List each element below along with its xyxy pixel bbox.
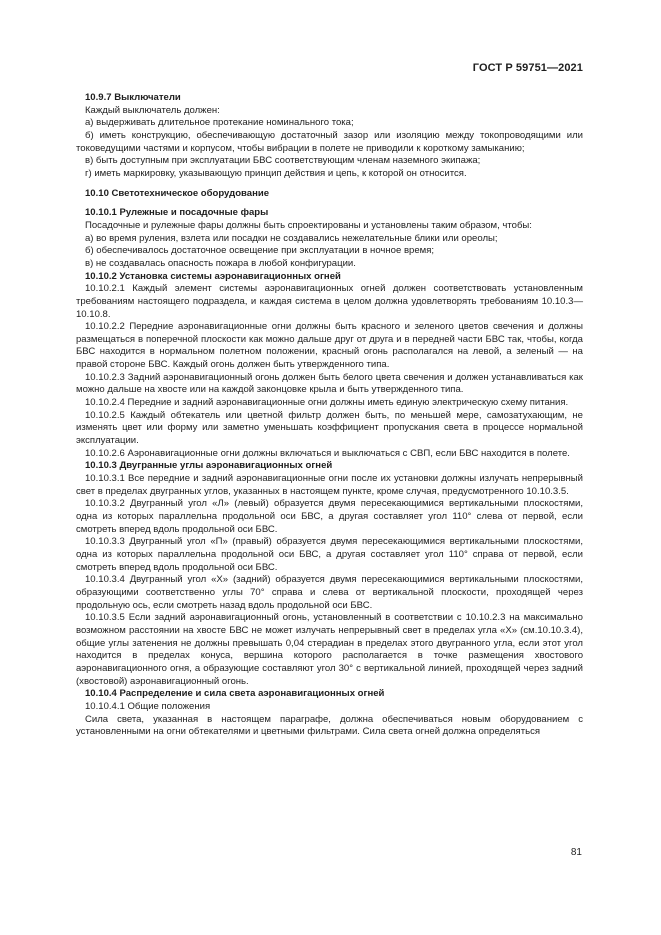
list-item: б) обеспечивалось достаточное освещение при эксплуатации в ночное время; xyxy=(85,245,435,257)
section-heading-10-10-3: 10.10.3 Двугранные углы аэронавигационных огней xyxy=(85,460,333,472)
list-item: а) выдерживать длительное протекание номинального тока; xyxy=(85,117,354,129)
section-heading-10-9-7: 10.9.7 Выключатели xyxy=(85,92,181,103)
list-item: б) иметь конструкцию, обеспечивающую достаточный зазор или изоляцию между токопроводящими или токоведущими частями и корпусом, чтобы вибрации в полете не приводили к короткому замыканию; xyxy=(76,129,583,154)
list-item: а) во время руления, взлета или посадки не создавались нежелательные блики или ореолы; xyxy=(85,232,498,244)
paragraph: Посадочные и рулежные фары должны быть спроектированы и установлены таким образом, чтобы: xyxy=(85,219,532,231)
paragraph: 10.10.3.3 Двугранный угол «П» (правый) образуется двумя пересекающимися вертикальными плоскостями, одна из которых параллельна продольной оси БВС, а другая составляет угол 110° справа от первой, если смотреть вперед вдоль продольной оси БВС. xyxy=(76,536,583,573)
document-body xyxy=(76,92,583,739)
paragraph: 10.10.3.1 Все передние и задний аэронавигационные огни после их установки должны излучать непрерывный свет в пределах двугранных углов, указанных в настоящем пункте, кроме случая, предусмотренного 10.10.3.5. xyxy=(76,473,583,497)
page-number: 81 xyxy=(570,847,582,858)
paragraph: 10.10.2.6 Аэронавигационные огни должны включаться и выключаться с СВП, если БВС находится в полете. xyxy=(85,447,570,459)
paragraph: 10.10.3.5 Если задний аэронавигационный огонь, установленный в соответствии с 10.10.2.3 на максимально возможном расстоянии на хвосте БВС не может излучать непрерывный свет в пределах угла «Х» (см.10.10.3.4), общие углы затенения не должны превышать 0,04 стерадиан в пределах этого двугранного угла, если этот угол находится в пределах конуса, вершина которого располагается в точке размещения хвостового аэронавигационного огня, а образующие составляют угол 30° с вертикальной линией, проходящей через задний (хвостовой) аэронавигационный огонь. xyxy=(76,612,583,687)
list-item: в) не создавалась опасность пожара в любой конфигурации. xyxy=(85,257,356,269)
paragraph: Сила света, указанная в настоящем параграфе, должна обеспечиваться новым оборудованием с установленными на огни обтекателями и цветными фильтрами. Сила света огней должна определяться xyxy=(76,713,583,738)
paragraph: 10.10.2.5 Каждый обтекатель или цветной фильтр должен быть, по меньшей мере, самозатухающим, не изменять цвет или форму или заметно уменьшать коэффициент пропускания света в процессе нормальной эксплуатации. xyxy=(76,409,583,447)
paragraph: 10.10.4.1 Общие положения xyxy=(85,700,211,712)
paragraph: 10.10.2.3 Задний аэронавигационный огонь должен быть белого цвета свечения и должен устанавливаться как можно дальше на хвосте или на каждой законцовке крыла и быть утвержденного типа. xyxy=(76,371,583,396)
paragraph: 10.10.2.1 Каждый элемент системы аэронавигационных огней должен соответствовать установленным требованиям настоящего подраздела, и каждая система в целом должна удовлетворять требованиям 10.10.3—10.10.8. xyxy=(76,283,583,320)
paragraph: 10.10.2.2 Передние аэронавигационные огни должны быть красного и зеленого цветов свечения и должны размещаться в поперечной плоскости как можно дальше друг от друга и в передней части БВС так, чтобы, когда БВС находится в нормальном полетном положении, красный огонь располагался на левой, а зеленый — на правой стороне БВС. Каждый огонь должен быть утвержденного типа. xyxy=(76,321,583,371)
section-heading-10-10-1: 10.10.1 Рулежные и посадочные фары xyxy=(85,207,269,219)
paragraph: 10.10.2.4 Передние и задний аэронавигационные огни должны иметь единую электрическую схему питания. xyxy=(85,397,569,409)
standard-header: ГОСТ Р 59751—2021 xyxy=(472,62,583,74)
section-heading-10-10-2: 10.10.2 Установка системы аэронавигационных огней xyxy=(85,270,341,282)
paragraph: Каждый выключатель должен: xyxy=(85,104,220,116)
section-heading-10-10: 10.10 Светотехническое оборудование xyxy=(85,187,270,199)
section-heading-10-10-4: 10.10.4 Распределение и сила света аэронавигационных огней xyxy=(85,688,385,700)
paragraph: 10.10.3.2 Двугранный угол «Л» (левый) образуется двумя пересекающимися вертикальными плоскостями, одна из которых параллельна продольной оси БВС, а другая составляет угол 110° слева от первой, если смотреть вперед вдоль продольной оси БВС. xyxy=(76,498,583,535)
list-item: в) быть доступным при эксплуатации БВС соответствующим членам наземного экипажа; xyxy=(85,155,481,167)
list-item: г) иметь маркировку, указывающую принцип действия и цепь, к которой он относится. xyxy=(85,167,467,179)
paragraph: 10.10.3.4 Двугранный угол «Х» (задний) образуется двумя пересекающимися вертикальными плоскостями, образующими соответственно углы 70° справа и слева от вертикальной плоскости, проходящей через продольную ось, если смотреть назад вдоль продольной оси БВС. xyxy=(76,574,583,611)
